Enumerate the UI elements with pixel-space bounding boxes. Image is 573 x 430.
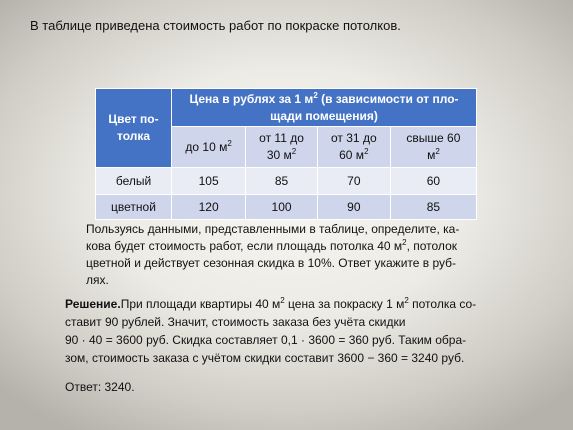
- color-header: Цвет по- толка: [96, 89, 172, 168]
- task-text: Пользуясь данными, представленными в таблице, определите, ка- кова будет стоимость работ, если площадь потолка 40 $м^2$, потолок цветной и действует сезонная скидка в 10%. Ответ укажите в руб- лях.: [86, 222, 460, 287]
- table-cell: 85: [390, 195, 476, 220]
- range-header: до 10 $м^2$: [172, 127, 246, 168]
- table-cell: 120: [172, 195, 246, 220]
- price-table: [95, 88, 477, 220]
- table-cell: 85: [246, 168, 318, 195]
- solution-text: Решение.При площади квартиры 40 $м^2$ цена за покраску 1 $м^2$ потолка со- ставит 90 рублей. Значит, стоимость заказа без учёта скидки 90 · 40 = 3600 руб. Скидка составляет 0,1 · 3600 = 360 руб. Таким обра- зом, стоимость заказа с учётом скидки составит 3600 − 360 = 3240 руб.: [65, 296, 477, 365]
- table-cell: 60: [390, 168, 476, 195]
- price-header: Цена в рублях за 1 $м^2$ (в зависимости от пло- щади помещения): [172, 89, 477, 127]
- range-header: от 11 до 30 $м^2$: [246, 127, 318, 168]
- row-label: цветной: [96, 195, 172, 220]
- intro-text: В таблице приведена стоимость работ по покраске потолков.: [30, 18, 401, 33]
- row-label: белый: [96, 168, 172, 195]
- range-header: от 31 до 60 $м^2$: [317, 127, 390, 168]
- table-row: [96, 168, 477, 195]
- table-row: [96, 195, 477, 220]
- table-cell: 105: [172, 168, 246, 195]
- answer-text: Ответ: 3240.: [65, 380, 135, 394]
- table-cell: 70: [317, 168, 390, 195]
- range-header: свыше 60 $м^2$: [390, 127, 476, 168]
- table-cell: 90: [317, 195, 390, 220]
- solution-label: Решение.: [65, 297, 121, 311]
- table-cell: 100: [246, 195, 318, 220]
